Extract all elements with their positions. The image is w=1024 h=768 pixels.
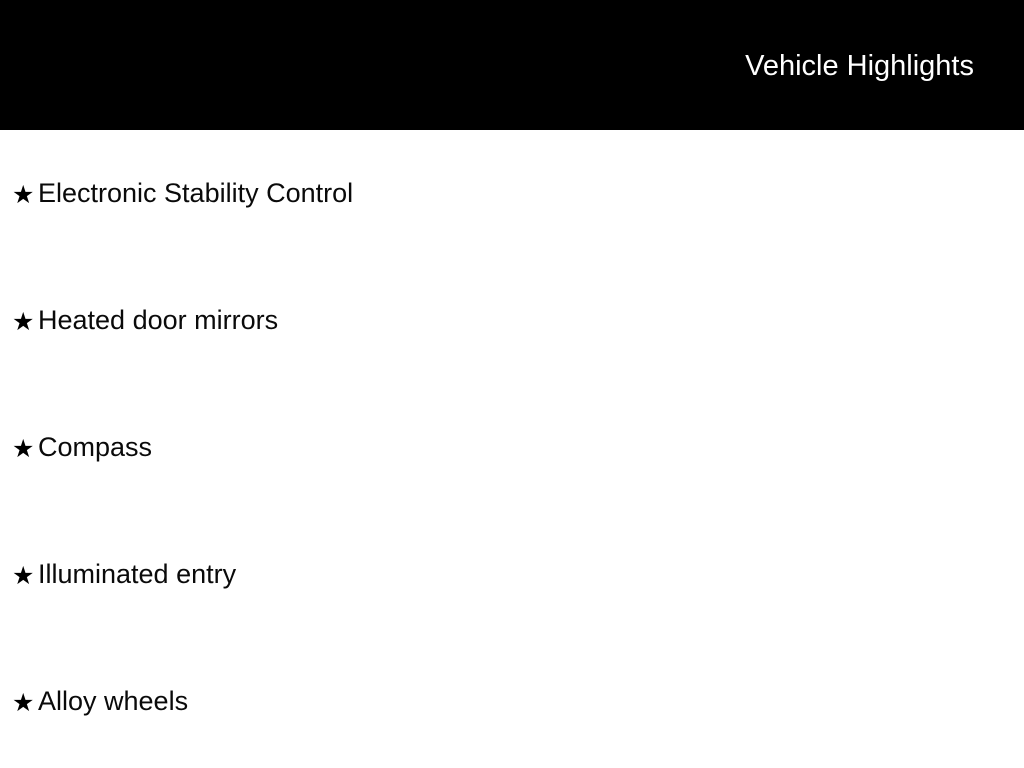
vehicle-highlights-list	[0, 130, 1024, 765]
highlight-label: Compass	[38, 432, 153, 462]
highlight-label: Illuminated entry	[38, 559, 237, 589]
list-item	[0, 638, 1024, 765]
list-item	[0, 511, 1024, 638]
list-item	[0, 130, 1024, 257]
header-band	[0, 0, 1024, 130]
highlight-label: Heated door mirrors	[38, 305, 279, 335]
star-icon: ★	[12, 562, 35, 590]
star-icon: ★	[12, 181, 35, 209]
list-item	[0, 384, 1024, 511]
highlight-label: Alloy wheels	[38, 686, 189, 716]
list-item	[0, 257, 1024, 384]
highlight-label: Electronic Stability Control	[38, 178, 354, 208]
star-icon: ★	[12, 308, 35, 336]
page-title: Vehicle Highlights	[745, 50, 974, 82]
star-icon: ★	[12, 689, 35, 717]
star-icon: ★	[12, 435, 35, 463]
